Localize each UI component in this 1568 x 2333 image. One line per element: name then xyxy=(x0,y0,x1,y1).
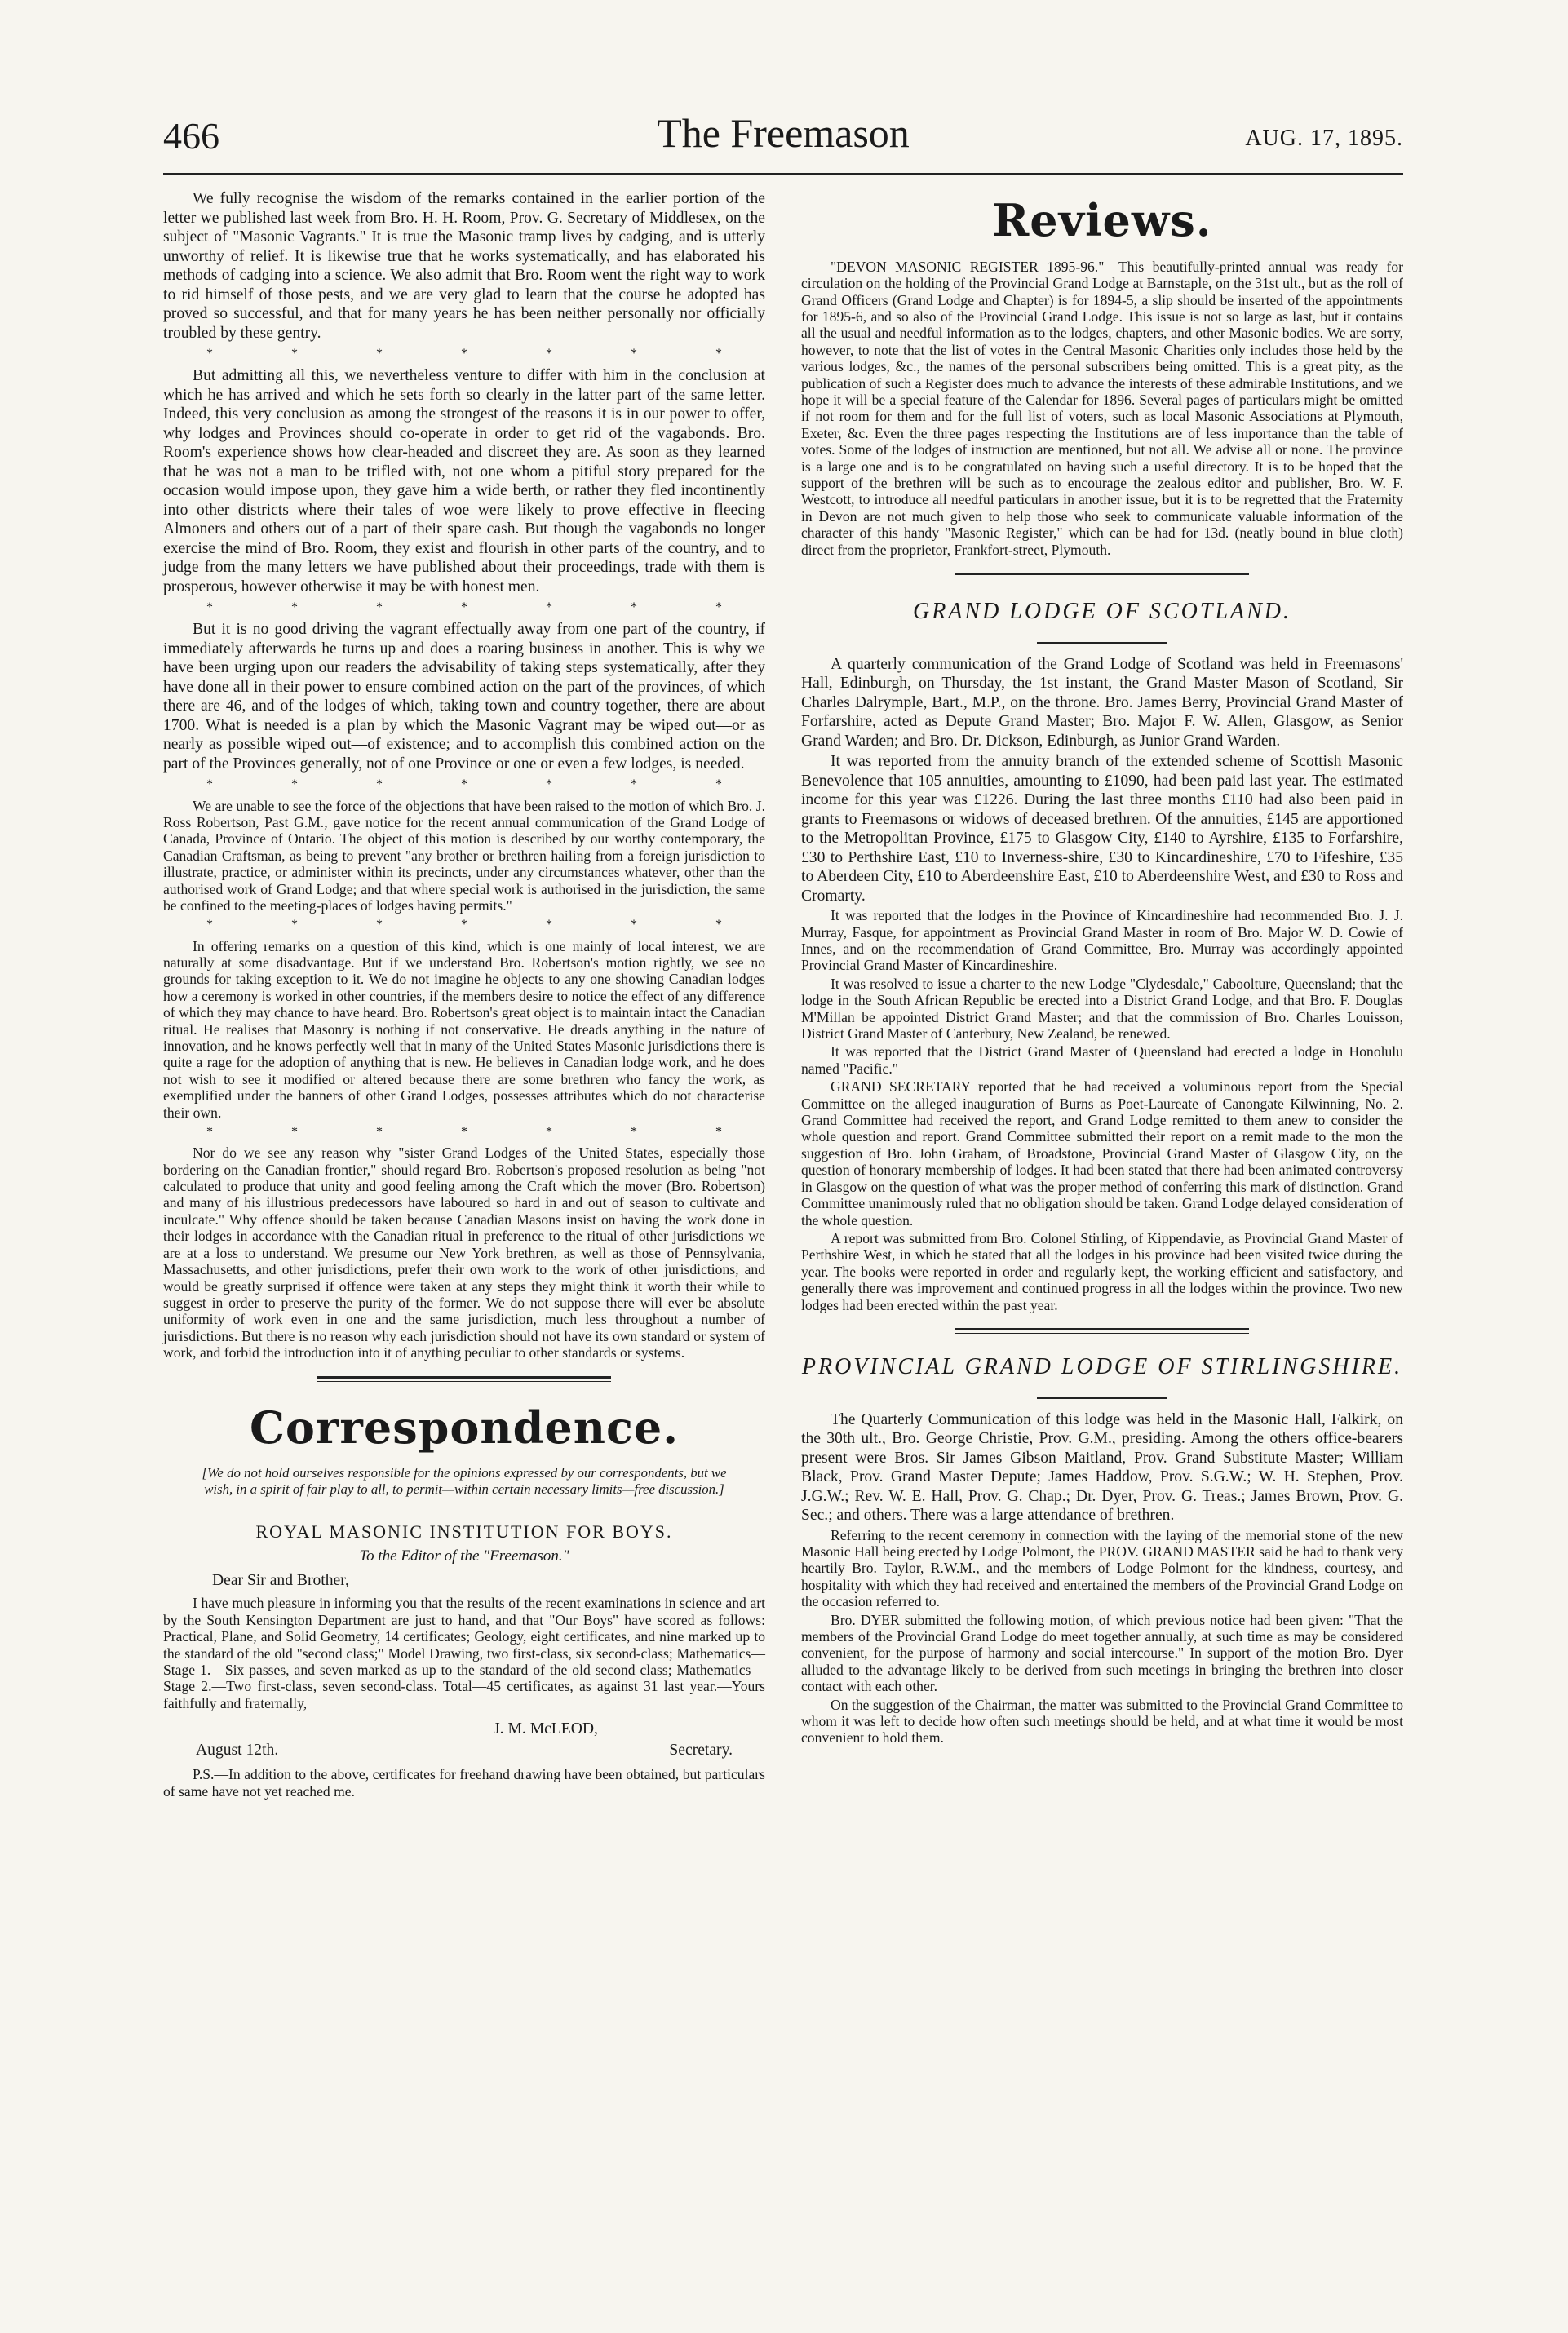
letter-signer: J. M. McLEOD, xyxy=(494,1720,598,1738)
issue-date: AUG. 17, 1895. xyxy=(1245,126,1403,151)
article-paragraph: In offering remarks on a question of this kind, which is one mainly of local interest, we are naturally at some disadvantage. But if we understand Bro. Robertson's motion rightly, we see no grounds for taking exception to it. We do not imagine he objects to any one showing Canadian lodges how a ceremony is worked in other countries, if the members desire to notice the effect of any difference of which they may chance to have heard. Bro. Robertson's great object is to maintain intact the Canadian ritual. He realises that Masonry is nothing if not conservative. He dreads anything in the nature of innovation, and he knows perfectly well that in many of the United States Masonic jurisdictions there is quite a rage for the adoption of anything that is new. He believes in Canadian lodge work, and he does not wish to see it modified or altered because there are some brethren who fancy the work, as exemplified under the banners of other Grand Lodges, possesses attributes which do not characterise their own. xyxy=(163,937,765,1121)
scotland-paragraph: GRAND SECRETARY reported that he had received a voluminous report from the Special Committee on the alleged inauguration of Burns as Poet-Laureate of Canongate Kilwinning, No. 2. Grand Committee had received the report, and Grand Lodge remitted to them anew to consider the whole question and report. Grand Committee submitted their report on a remit made to the mon the suggestion of Bro. John Graham, of Broadstone, Provincial Grand Master of Glasgow City, on the question of honorary membership of lodges. It had been stated that there had been animated controversy in Glasgow on the question of what was the proper method of conferring this mark of distinction. Grand Committee unanimously ruled that no obligation should be taken. Grand Lodge delayed consideration of the whole question. xyxy=(801,1078,1403,1228)
letter-addressee: To the Editor of the "Freemason." xyxy=(359,1547,569,1565)
section-rule xyxy=(955,1328,1249,1334)
letter-date: August 12th. xyxy=(196,1741,279,1759)
article-paragraph: But it is no good driving the vagrant effectually away from one part of the country, if immediately afterwards he turns up and does a roaring business in another. This is why we have been urging upon our readers the advisability of taking steps systematically, after they have done all in their power to ensure combined action on the part of the provinces, of which there are 46, and of the lodges of which, taking town and country together, there are about 1700. What is needed is a plan by which the Masonic Vagrant may be wiped out—or as nearly as possible wiped out—of existence; and to accomplish this combined action on the part of the Provinces generally, not of one Province or one or even a few lodges, is needed. xyxy=(163,621,765,773)
letter-postscript: P.S.—In addition to the above, certificates for freehand drawing have been obtained, but particulars of same have not yet reached me. xyxy=(163,1766,765,1800)
section-rule xyxy=(955,573,1249,578)
stirling-paragraph: Referring to the recent ceremony in connection with the laying of the memorial stone of the new Masonic Hall being erected by Lodge Polmont, the PROV. GRAND MASTER said he had to thank very heartily Bro. Taylor, R.W.M., and the members of Lodge Polmont for the kindness, courtesy, and hospitality with which they had received and entertained the members of the Provincial Grand Lodge on the occasion referred to. xyxy=(801,1526,1403,1610)
letter-body: I have much pleasure in informing you that the results of the recent examinations in science and art by the South Kensington Department are just to hand, and that "Our Boys" have scored as follows: Practical, Plane, and Solid Geometry, 14 certificates; Geology, eight certificates, and nine marked up to the standard of the old "second class;" Model Drawing, two first-class, six second-class; Mathematics—Stage 1.—Six passes, and seven marked as up to the standard of the old second class; Mathematics—Stage 2.—Two first-class, seven second-class. Total—45 certificates, as against 31 last year.—Yours faithfully and fraternally, xyxy=(163,1595,765,1711)
reviews-heading: Reviews. xyxy=(992,194,1212,246)
letter-salutation: Dear Sir and Brother, xyxy=(212,1571,349,1589)
star-divider: * * * * * * * xyxy=(206,918,760,932)
correspondence-heading: Correspondence. xyxy=(249,1401,680,1454)
scotland-paragraph: It was resolved to issue a charter to the new Lodge "Clydesdale," Caboolture, Queensland; that the lodge in the South African Republic be erected into a District Grand Lodge, and that Bro. F. Douglas M'Millan be appointed District Grand Master; and that the commission of Bro. Charles Louisson, District Grand Master of Canterbury, New Zealand, be renewed. xyxy=(801,975,1403,1043)
scotland-paragraph: A report was submitted from Bro. Colonel Stirling, of Kippendavie, as Provincial Grand Master of Perthshire West, in which he stated that all the lodges in his province had been visited twice during the year. The books were reported in order and regularly kept, the working efficient and satisfactory, and generally there was improvement and continued progress in all the lodges within the province. Two new lodges had been erected within the past year. xyxy=(801,1229,1403,1313)
short-rule xyxy=(1037,642,1167,644)
signature-row xyxy=(196,1741,733,1760)
article-paragraph: Nor do we see any reason why "sister Grand Lodges of the United States, especially those bordering on the Canadian frontier," should regard Bro. Robertson's proposed resolution as being "not calculated to produce that unity and good feeling among the Craft which the mover (Bro. Robertson) and many of his illustrious predecessors have laboured so hard in and out of season to cultivate and inculcate." Why offence should be taken because Canadian Masons insist on having the work done in their lodges in accordance with the Canadian ritual in preference to the ritual of other jurisdictions we are at a loss to understand. We presume our New York brethren, as well as those of Pennsylvania, Massachusetts, and other jurisdictions, prefer their own work to the work of other jurisdictions, and would be greatly surprised if offence were taken at any steps they might think it worth their while to suggest in order to preserve the purity of the former. We do not suppose there will ever be absolute uniformity of work even in one and the same jurisdiction, much less throughout a number of jurisdictions. But there is no reason why each jurisdiction should not have its own standard or system of work, and forbid the introduction into it of anything peculiar to other standards or systems. xyxy=(163,1144,765,1361)
scotland-paragraph: It was reported that the lodges in the Province of Kincardineshire had recommended Bro. J. J. Murray, Fasque, for appointment as Provincial Grand Master in room of Bro. Major W. D. Cowie of Innes, and on the recommendation of Grand Committee, Bro. Murray was accordingly appointed Provincial Grand Master of Kincardineshire. xyxy=(801,907,1403,974)
star-divider: * * * * * * * xyxy=(206,600,760,615)
section-rule xyxy=(317,1376,611,1382)
correspondence-disclaimer: [We do not hold ourselves responsible for the opinions expressed by our correspondents, but we wish, in a spirit of fair play to all, to permit—within certain necessary limits—free discussion.] xyxy=(202,1465,727,1498)
page-number: 466 xyxy=(163,115,219,157)
article-paragraph: We fully recognise the wisdom of the remarks contained in the earlier portion of the letter we published last week from Bro. H. H. Room, Prov. G. Secretary of Middlesex, on the subject of "Masonic Vagrants." It is true the Masonic tramp lives by cadging, and is utterly unworthy of relief. It is likewise true that he works systematically, and has elaborated his methods of cadging into a science. We also admit that Bro. Room went the right way to work to rid himself of those pests, and we are very glad to learn that the course he adopted has proved so successful, and that for many years he has been neither personally nor officially troubled by these gentry. xyxy=(163,190,765,342)
scotland-paragraph: It was reported that the District Grand Master of Queensland had erected a lodge in Honolulu named "Pacific." xyxy=(801,1043,1403,1077)
stirling-heading: PROVINCIAL GRAND LODGE OF STIRLINGSHIRE. xyxy=(801,1353,1403,1379)
review-paragraph: "DEVON MASONIC REGISTER 1895-96."—This beautifully-printed annual was ready for circulation on the holding of the Provincial Grand Lodge at Barnstaple, on the 31st ult., but as the roll of Grand Officers (Grand Lodge and Chapter) is for 1894-5, a slip should be inserted of the appointments for 1895-6, and so also of the Provincial Grand Lodge. This issue is not so large as last, but it contains all the usual and needful information as to the lodges, chapters, and other Masonic bodies. We are sorry, however, to note that the list of votes in the Central Masonic Charities only includes those held by the various lodges, &c., the names of the personal subscribers being omitted. This is a great pity, as the publication of such a Register does much to advance the interests of these admirable Institutions, and we hope it will be a special feature of the Calendar for 1896. Several pages of particulars might be omitted if not room for them and for the full list of voters, such as local Masonic Associations at Plymouth, Exeter, &c. Even the three pages respecting the Institutions are of less importance than the table of votes. Some of the lodges of instruction are mentioned, but not all. We advise all or none. The province is a large one and is to be congratulated on having such a useful directory. It is to be hoped that the support of the brethren will be such as to encourage the zealous editor and publisher, Bro. W. F. Westcott, to introduce all needful particulars in another issue, but it is to be regretted that the Fraternity in Devon are not much given to help those who seek to communicate valuable information of the character of this handy "Masonic Register," which can be had for 13d. (neatly bound in blue cloth) direct from the proprietor, Frankfort-street, Plymouth. xyxy=(801,258,1403,558)
left-column xyxy=(163,189,765,1801)
star-divider: * * * * * * * xyxy=(206,777,760,792)
stirling-paragraph: Bro. DYER submitted the following motion, of which previous notice had been given: "That the members of the Provincial Grand Lodge do meet together annually, at such time as may be considered convenient, for the purpose of harmony and social intercourse." In support of the motion Bro. Dyer alluded to the advantage likely to be derived from such meetings in bringing the brethren into closer contact with each other. xyxy=(801,1611,1403,1695)
article-paragraph: But admitting all this, we nevertheless venture to differ with him in the conclusion at which he has arrived and which he sets forth so clearly in the latter part of the same letter. Indeed, this very conclusion as among the strongest of the reasons it is in our power to offer, why lodges and Provinces should co-operate in order to get rid of the vagabonds. Bro. Room's experience shows how clear-headed and discreet they are. As soon as they learned that he was not a man to be trifled with, not one whom a pitiful story prepared for the occasion would impose upon, they gave him a wide berth, or rather they fled incontinently into other districts where their tales of woe were likely to prove effective in fleecing Almoners and others out of a part of their spare cash. But though the vagabonds no longer exercise the mind of Bro. Room, they exist and flourish in other parts of the country, and to judge from the many letters we have published about their proceedings, trade with them is prosperous, however otherwise it may be with honest men. xyxy=(163,367,765,595)
stirling-paragraph: The Quarterly Communication of this lodge was held in the Masonic Hall, Falkirk, on the 30th ult., Bro. George Christie, Prov. G.M., presiding. Among the others office-bearers present were Bros. Sir James Gibson Maitland, Prov. Grand Substitute Master; William Black, Prov. Grand Master Depute; James Haddow, Prov. S.G.W.; W. H. Stephen, Prov. J.G.W.; Rev. W. E. Hall, Prov. G. Chap.; Dr. Dyer, Prov. G. Treas.; James Brown, Prov. G. Sec.; and others. There was a large attendance of brethren. xyxy=(801,1410,1403,1525)
scotland-paragraph: It was reported from the annuity branch of the extended scheme of Scottish Masonic Benevolence that 105 annuities, amounting to £1090, had been paid last year. The estimated income for this year was £1226. During the last three months £110 had also been paid in grants to Freemasons or widows of deceased brethren. Of the annuities, £145 are apportioned to the Metropolitan Province, £175 to Glasgow City, £140 to Ayrshire, £135 to Forfarshire, £30 to Perthshire East, £10 to Inverness-shire, £30 to Kincardineshire, £70 to Fifeshire, £35 to Aberdeen City, £10 to Aberdeenshire East, £10 to Aberdeenshire West, and £30 to Ross and Cromarty. xyxy=(801,753,1403,905)
stirling-paragraph: On the suggestion of the Chairman, the matter was submitted to the Provincial Grand Committee to whom it was left to decide how often such meetings should be held, and at what time it would be most convenient to hold them. xyxy=(801,1696,1403,1746)
signer-role: Secretary. xyxy=(669,1741,733,1759)
header-rule xyxy=(163,173,1403,175)
scotland-paragraph: A quarterly communication of the Grand Lodge of Scotland was held in Freemasons' Hall, Edinburgh, on Thursday, the 1st instant, the Grand Master Mason of Scotland, Sir Charles Dalrymple, Bart., M.P., on the throne. Bro. James Berry, Provincial Grand Master of Forfarshire, acted as Depute Grand Master; Bro. Major F. W. Allen, Glasgow, as Senior Grand Warden; and Bro. Dr. Dickson, Edinburgh, as Junior Grand Warden. xyxy=(801,655,1403,750)
right-column xyxy=(801,189,1403,1748)
star-divider: * * * * * * * xyxy=(206,347,760,361)
letter-title: ROYAL MASONIC INSTITUTION FOR BOYS. xyxy=(255,1521,673,1542)
masthead-title: The Freemason xyxy=(657,110,910,156)
star-divider: * * * * * * * xyxy=(206,1125,760,1140)
article-paragraph: We are unable to see the force of the objections that have been raised to the motion of which Bro. J. Ross Robertson, Past G.M., gave notice for the recent annual communication of the Grand Lodge of Canada, Province of Ontario. The object of this motion is described by our worthy contemporary, the Canadian Craftsman, as being to prevent "any brother or brethren hailing from a foreign jurisdiction to illustrate, practice, or administer within its precincts, under any circumstances whatever, other than the authorised work of Grand Lodge; and that where special work is authorised in the jurisdiction, the same be confined to the meeting-places of lodges having permits." xyxy=(163,797,765,914)
page-header xyxy=(163,110,1403,171)
scotland-heading: GRAND LODGE OF SCOTLAND. xyxy=(912,599,1292,625)
short-rule xyxy=(1037,1397,1167,1399)
